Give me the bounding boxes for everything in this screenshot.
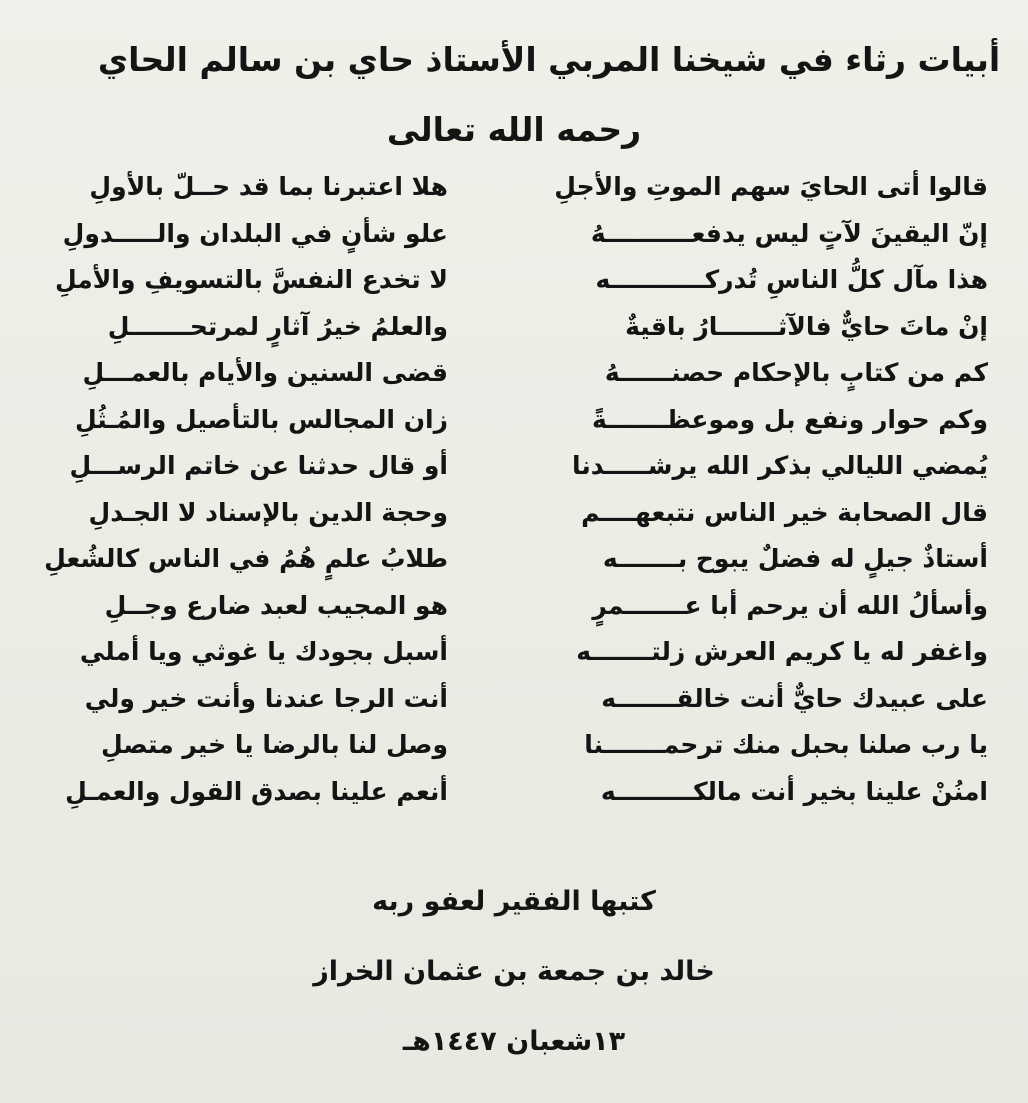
verse-first-hemistich: أستاذٌ جيلٍ له فضلٌ يبوح بـــــــه <box>602 544 988 573</box>
verse-first-hemistich: واغفر له يا كريم العرش زلتـــــــه <box>576 637 988 666</box>
verse-second-hemistich: أو قال حدثنا عن خاتم الرســـلِ <box>69 451 448 480</box>
verse-second-hemistich: أنت الرجا عندنا وأنت خير ولي <box>84 683 448 713</box>
verse-second-hemistich: أنعم علينا بصدق القول والعمـلِ <box>65 776 448 806</box>
verse-first-hemistich: يُمضي الليالي بذكر الله يرشـــــدنا <box>571 451 988 480</box>
footer-date: ١٣شعبان ١٤٤٧هـ <box>402 1026 626 1057</box>
verse-first-hemistich: امنُنْ علينا بخير أنت مالكـــــــــه <box>600 776 988 806</box>
verse-first-hemistich: إنّ اليقينَ لآتٍ ليس يدفعــــــــــهُ <box>590 218 988 248</box>
page-title-line2: رحمه الله تعالى <box>386 110 642 149</box>
verse-second-hemistich: طلابُ علمٍ هُمُ في الناس كالشُعلِ <box>44 544 448 573</box>
verse-second-hemistich: أسبل بجودك يا غوثي ويا أملي <box>79 637 448 666</box>
verse-first-hemistich: إنْ ماتَ حايٌّ فالآثـــــــارُ باقيةٌ <box>625 311 988 341</box>
verse-first-hemistich: هذا مآل كلُّ الناسِ تُدركـــــــــــه <box>595 265 988 294</box>
verse-second-hemistich: وصل لنا بالرضا يا خير متصلِ <box>101 730 448 759</box>
footer-author: خالد بن جمعة بن عثمان الخراز <box>313 956 715 987</box>
verse-first-hemistich: قالوا أتى الحايَ سهم الموتِ والأجلِ <box>554 172 988 201</box>
verse-second-hemistich: لا تخدع النفسَّ بالتسويفِ والأملِ <box>54 265 448 294</box>
verse-first-hemistich: وكم حوار ونفع بل وموعظـــــــةً <box>592 404 988 434</box>
verse-second-hemistich: والعلمُ خيرُ آثارٍ لمرتحـــــــلِ <box>107 311 448 341</box>
verse-first-hemistich: قال الصحابة خير الناس نتبعهــــم <box>581 497 988 527</box>
verse-second-hemistich: هو المجيب لعبد ضارع وجــلِ <box>104 590 448 620</box>
page-title-line1: أبيات رثاء في شيخنا المربي الأستاذ حاي بن سالم الحاي <box>97 40 1001 79</box>
verse-first-hemistich: كم من كتابٍ بالإحكام حصنــــــهُ <box>604 358 988 387</box>
poem-right-column <box>508 164 988 815</box>
footer-dedication: كتبها الفقير لعفو ربه <box>372 886 656 917</box>
verse-second-hemistich: قضى السنين والأيام بالعمـــلِ <box>82 358 448 387</box>
verse-second-hemistich: هلا اعتبرنا بما قد حــلّ بالأولِ <box>89 172 448 201</box>
poem-left-column <box>28 164 448 815</box>
verse-second-hemistich: زان المجالس بالتأصيل والمُـثُلِ <box>74 404 448 434</box>
verse-first-hemistich: وأسألُ الله أن يرحم أبا عـــــــمرٍ <box>592 590 988 620</box>
verse-second-hemistich: وحجة الدين بالإسناد لا الجـدلِ <box>88 497 448 527</box>
verse-second-hemistich: علو شأنٍ في البلدان والـــــدولِ <box>62 218 448 248</box>
verse-first-hemistich: على عبيدك حايٌّ أنت خالقـــــــه <box>601 683 988 713</box>
verse-first-hemistich: يا رب صلنا بحبل منك ترحمـــــــنا <box>584 730 988 759</box>
